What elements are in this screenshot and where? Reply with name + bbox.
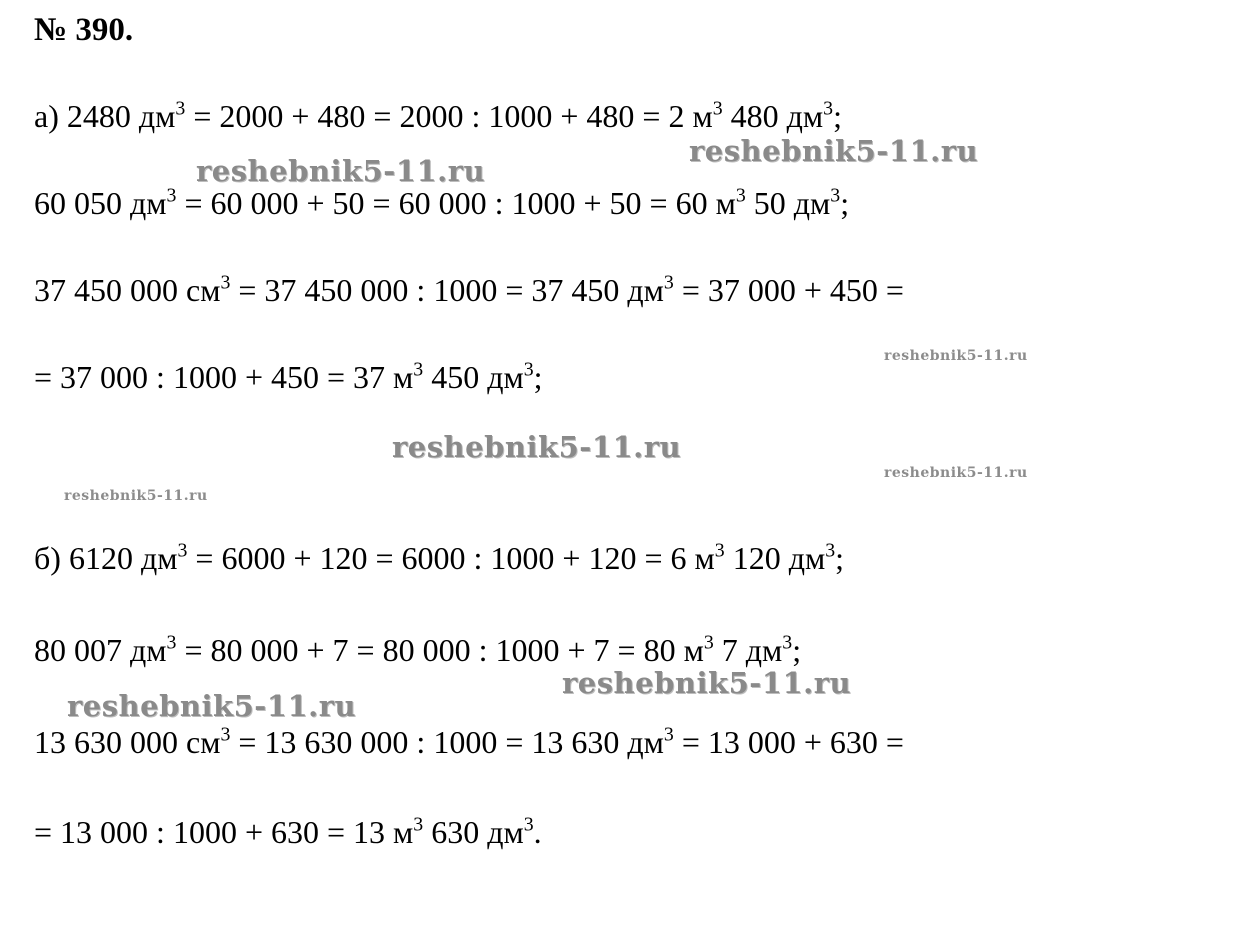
watermark: reshebnik5-11.ru bbox=[562, 666, 852, 700]
solution-line-a1: а) 2480 $дм^3 = 2000 + 480 = 2000$ : 1000 + 480 = 2 $м^3$ 480 $дм^3$; bbox=[34, 97, 842, 134]
watermark: reshebnik5-11.ru bbox=[196, 154, 486, 188]
exercise-number: № 390. bbox=[34, 12, 134, 48]
watermark: reshebnik5-11.ru bbox=[67, 689, 357, 723]
watermark: reshebnik5-11.ru bbox=[884, 348, 1028, 364]
solution-line-b4: = 13 000 : 1000 + 630 = 13 $м^3$ 630 $дм^3$. bbox=[34, 813, 542, 850]
watermark: reshebnik5-11.ru bbox=[689, 134, 979, 168]
solution-line-b2: 80 007 $дм^3 = 80$ 000 + 7 = 80 000 : 1000 + 7 = 80 $м^3$ 7 $дм^3$; bbox=[34, 631, 802, 668]
solution-line-a4: = 37 000 : 1000 + 450 = 37 $м^3$ 450 $дм^3$; bbox=[34, 358, 543, 395]
watermark: reshebnik5-11.ru bbox=[884, 465, 1028, 481]
watermark: reshebnik5-11.ru bbox=[64, 488, 208, 504]
solution-line-a2: 60 050 $дм^3 = 60$ 000 + 50 = 60 000 : 1000 + 50 = 60 $м^3$ 50 $дм^3$; bbox=[34, 184, 850, 221]
solution-line-b1: б) 6120 $дм^3 = 6000 + 120 = 6000$ : 1000 + 120 = 6 $м^3$ 120 $дм^3$; bbox=[34, 539, 845, 576]
solution-line-b3: 13 630 000 $см^3 = 13$ 630 000 : 1000 = 13 630 $дм^3 = 13$ 000 + 630 = bbox=[34, 723, 904, 760]
watermark: reshebnik5-11.ru bbox=[392, 430, 682, 464]
solution-line-a3: 37 450 000 $см^3 = 37$ 450 000 : 1000 = 37 450 $дм^3 = 37$ 000 + 450 = bbox=[34, 271, 904, 308]
